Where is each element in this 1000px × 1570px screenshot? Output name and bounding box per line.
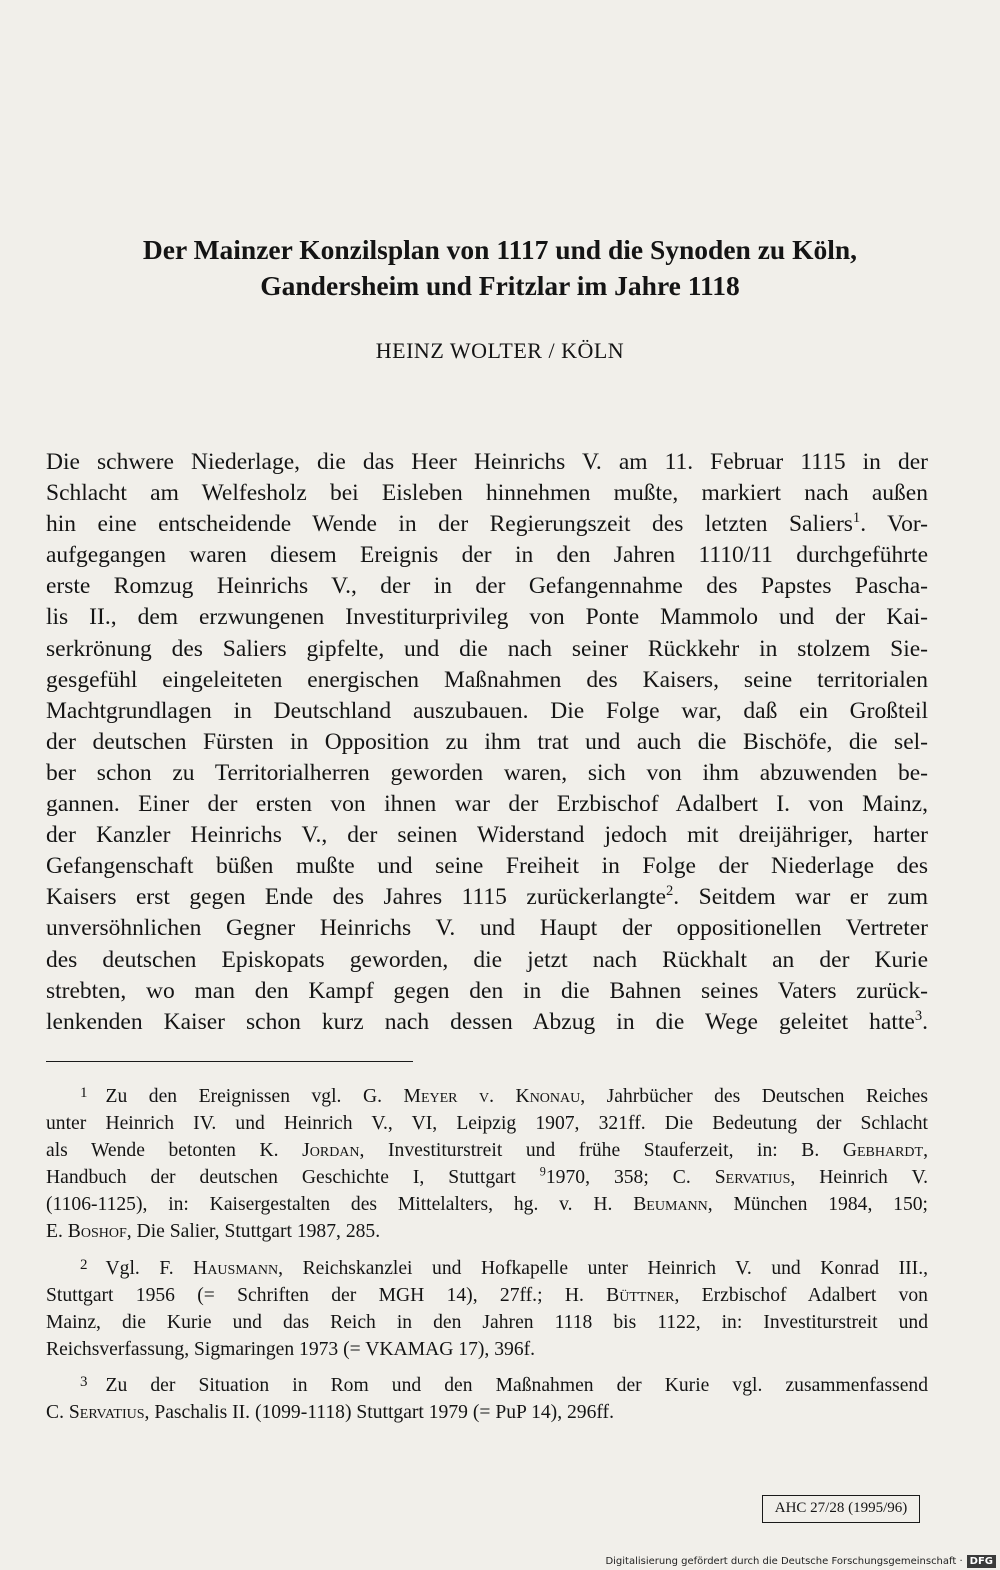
body-line: aufgegangen waren diesem Ereignis der in den Jahren 1110/11 durchgeführte <box>46 542 928 569</box>
body-line: lis II., dem erzwungenen Investiturprivileg von Ponte Mammolo und der Kai- <box>46 604 928 631</box>
body-line: Schlacht am Welfesholz bei Eisleben hinnehmen mußte, markiert nach außen <box>46 480 928 507</box>
digitization-footer <box>605 1555 996 1568</box>
dfg-logo: DFG <box>967 1555 996 1568</box>
footnote-line: als Wende betonten K. Jordan, Investiturstreit und frühe Stauferzeit, in: B. Gebhardt, <box>46 1140 928 1162</box>
footnote-number: 3 <box>80 1373 88 1390</box>
footnote-line: Handbuch der deutschen Geschichte I, Stuttgart $^9$1970, 358; C. Servatius, Heinrich V. <box>46 1164 928 1189</box>
body-line: des deutschen Episkopats geworden, die jetzt nach Rückhalt an der Kurie <box>46 946 928 973</box>
footnote-1 <box>46 1080 928 1246</box>
body-line: der Kanzler Heinrichs V., der seinen Widerstand jedoch mit dreijähriger, harter <box>46 822 928 849</box>
footnote-line: Reichsverfassung, Sigmaringen 1973 (= VKAMAG 17), 396f. <box>46 1338 536 1360</box>
footnote-number: 1 <box>80 1085 88 1101</box>
body-paragraph <box>46 447 928 1038</box>
article-title <box>40 232 960 304</box>
footnote-ref-2: 2 <box>666 883 674 900</box>
footnote-number: 2 <box>80 1256 88 1273</box>
author-line: HEINZ WOLTER / KÖLN <box>375 338 625 363</box>
body-line: serkrönung des Saliers gipfelte, und die nach seiner Rückkehr in stolzem Sie- <box>46 635 928 662</box>
footnote-line: Stuttgart 1956 (= Schriften der MGH 14), 27ff.; H. Büttner, Erzbischof Adalbert von <box>46 1284 928 1306</box>
footnote-line: unter Heinrich IV. und Heinrich V., VI, Leipzig 1907, 321ff. Die Bedeutung der Schlacht <box>46 1113 928 1135</box>
body-line: ber schon zu Territorialherren geworden waren, sich von ihm abzuwenden be- <box>46 759 928 786</box>
footnote-divider <box>46 1061 413 1062</box>
footnote-ref-1: 1 <box>852 510 861 527</box>
footnote-line: (1106-1125), in: Kaisergestalten des Mittelalters, hg. v. H. Beumann, München 1984, 150; <box>46 1194 928 1216</box>
footnote-3 <box>46 1369 928 1426</box>
footnote-line: 1 Zu den Ereignissen vgl. G. Meyer v. Knonau, Jahrbücher des Deutschen Reiches <box>46 1080 928 1110</box>
body-line: Kaisers erst gegen Ende des Jahres 1115 zurückerlangte$^2$. Seitdem war er zum <box>46 883 928 911</box>
body-line: lenkenden Kaiser schon kurz nach dessen Abzug in die Wege geleitet hatte$^3$. <box>46 1007 928 1035</box>
body-line: strebten, wo man den Kampf gegen den in die Bahnen seines Vaters zurück- <box>46 977 928 1004</box>
footnote-line: 3 Zu der Situation in Rom und den Maßnahmen der Kurie vgl. zusammenfassend <box>46 1369 928 1399</box>
title-line-2: Gandersheim und Fritzlar im Jahre 1118 <box>260 270 740 301</box>
title-line-1: Der Mainzer Konzilsplan von 1117 und die Synoden zu Köln, <box>142 234 858 265</box>
footnote-line: C. Servatius, Paschalis II. (1099-1118) Stuttgart 1979 (= PuP 14), 296ff. <box>46 1402 614 1424</box>
body-line: gannen. Einer der ersten von ihnen war der Erzbischof Adalbert I. von Mainz, <box>46 791 928 818</box>
body-line: der deutschen Fürsten in Opposition zu ihm trat und auch die Bischöfe, die sel- <box>46 728 928 755</box>
body-line: erste Romzug Heinrichs V., der in der Gefangennahme des Papstes Pascha- <box>46 573 928 600</box>
footnote-line: E. Boshof, Die Salier, Stuttgart 1987, 285. <box>46 1221 381 1243</box>
body-line: Gefangenschaft büßen mußte und seine Freiheit in Folge der Niederlage des <box>46 853 928 880</box>
journal-reference-box: AHC 27/28 (1995/96) <box>762 1495 920 1523</box>
footnote-2 <box>46 1252 928 1363</box>
body-line: gesgefühl eingeleiteten energischen Maßnahmen des Kaisers, seine territorialen <box>46 666 928 693</box>
footnote-ref-3: 3 <box>914 1007 923 1024</box>
footnotes <box>46 1080 928 1432</box>
body-line: hin eine entscheidende Wende in der Regierungszeit des letzten Saliers$^1$. Vor- <box>46 510 928 538</box>
footnote-line: Mainz, die Kurie und das Reich in den Jahren 1118 bis 1122, in: Investiturstreit und <box>46 1311 928 1333</box>
body-line: Machtgrundlagen in Deutschland auszubauen. Die Folge war, daß ein Großteil <box>46 697 928 724</box>
body-line: unversöhnlichen Gegner Heinrichs V. und Haupt der oppositionellen Vertreter <box>46 915 928 942</box>
body-line: Die schwere Niederlage, die das Heer Heinrichs V. am 11. Februar 1115 in der <box>46 449 928 475</box>
footer-text: Digitalisierung gefördert durch die Deutsche Forschungsgemeinschaft · <box>605 1556 963 1567</box>
footnote-line: 2 Vgl. F. Hausmann, Reichskanzlei und Hofkapelle unter Heinrich V. und Konrad III., <box>46 1252 928 1282</box>
